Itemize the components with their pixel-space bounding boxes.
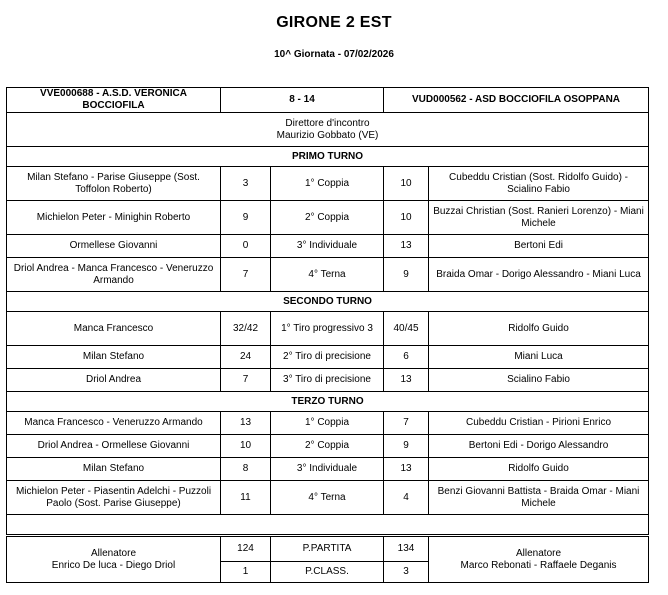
home-players: Driol Andrea - Manca Francesco - Veneruzzo Armando [7,258,221,292]
away-team: VUD000562 - ASD BOCCIOFILA OSOPPANA [384,88,649,113]
game-type: 2° Coppia [271,201,384,235]
away-players: Benzi Giovanni Battista - Braida Omar - Miani Michele [429,481,649,515]
director-row [7,113,649,147]
home-score: 10 [221,435,271,458]
match-header-row [7,88,649,113]
game-type: 2° Coppia [271,435,384,458]
home-points: 1 [221,562,271,583]
game-type: 2° Tiro di precisione [271,346,384,369]
away-score: 9 [384,435,429,458]
away-score: 9 [384,258,429,292]
away-score: 13 [384,235,429,258]
home-players: Driol Andrea [7,369,221,392]
points-label: P.PARTITA [271,537,384,562]
game-type: 1° Coppia [271,167,384,201]
home-players: Michielon Peter - Minighin Roberto [7,201,221,235]
game-row [7,346,649,369]
home-players: Milan Stefano [7,458,221,481]
home-coach-names: Enrico De luca - Diego Driol [51,559,176,571]
turn-title: TERZO TURNO [7,392,649,412]
home-score: 0 [221,235,271,258]
away-score: 13 [384,369,429,392]
turn-header [7,392,649,412]
away-coach-label: Allenatore [516,547,562,559]
home-score: 3 [221,167,271,201]
home-score: 9 [221,201,271,235]
home-score: 24 [221,346,271,369]
home-score: 11 [221,481,271,515]
page-subtitle: 10^ Giornata - 07/02/2026 [274,49,394,60]
turn-title: PRIMO TURNO [7,147,649,167]
away-score: 6 [384,346,429,369]
away-players: Miani Luca [429,346,649,369]
game-row [7,258,649,292]
home-coach-cell [7,537,221,583]
away-points: 134 [384,537,429,562]
director-label: Direttore d'incontro [285,117,370,129]
game-row [7,458,649,481]
game-row [7,201,649,235]
away-players: Cubeddu Cristian (Sost. Ridolfo Guido) - Scialino Fabio [429,167,649,201]
game-row [7,167,649,201]
home-score: 7 [221,258,271,292]
game-row [7,235,649,258]
home-players: Manca Francesco [7,312,221,346]
away-score: 40/45 [384,312,429,346]
home-score: 32/42 [221,312,271,346]
home-players: Michielon Peter - Piasentin Adelchi - Puzzoli Paolo (Sost. Parise Giuseppe) [7,481,221,515]
home-players: Driol Andrea - Ormellese Giovanni [7,435,221,458]
home-points: 124 [221,537,271,562]
summary-row [7,537,649,562]
game-row [7,412,649,435]
home-players: Ormellese Giovanni [7,235,221,258]
away-players: Ridolfo Guido [429,458,649,481]
home-score: 13 [221,412,271,435]
game-row [7,435,649,458]
game-type: 1° Coppia [271,412,384,435]
home-coach-label: Allenatore [90,547,137,559]
director-name: Maurizio Gobbato (VE) [276,129,379,141]
turn-header [7,147,649,167]
game-row [7,312,649,346]
game-type: 4° Terna [271,481,384,515]
page-title: GIRONE 2 EST [276,14,392,31]
home-players: Milan Stefano [7,346,221,369]
home-score: 7 [221,369,271,392]
away-score: 4 [384,481,429,515]
away-players: Bertoni Edi [429,235,649,258]
away-coach-cell [429,537,649,583]
home-players: Milan Stefano - Parise Giuseppe (Sost. Toffolon Roberto) [7,167,221,201]
results-table [6,87,649,583]
away-players: Scialino Fabio [429,369,649,392]
away-points: 3 [384,562,429,583]
match-score: 8 - 14 [221,88,384,113]
away-players: Ridolfo Guido [429,312,649,346]
away-score: 10 [384,167,429,201]
game-row [7,369,649,392]
away-score: 13 [384,458,429,481]
away-players: Bertoni Edi - Dorigo Alessandro [429,435,649,458]
away-score: 10 [384,201,429,235]
game-type: 3° Individuale [271,458,384,481]
home-team: VVE000688 - A.S.D. VERONICA BOCCIOFILA [7,88,221,113]
away-coach-names: Marco Rebonati - Raffaele Deganis [460,559,617,571]
blank-row [7,515,649,535]
away-players: Buzzai Christian (Sost. Ranieri Lorenzo) - Miani Michele [429,201,649,235]
away-score: 7 [384,412,429,435]
game-type: 4° Terna [271,258,384,292]
points-label: P.CLASS. [271,562,384,583]
turn-header [7,292,649,312]
home-players: Manca Francesco - Veneruzzo Armando [7,412,221,435]
away-players: Braida Omar - Dorigo Alessandro - Miani Luca [429,258,649,292]
home-score: 8 [221,458,271,481]
away-players: Cubeddu Cristian - Pirioni Enrico [429,412,649,435]
game-type: 1° Tiro progressivo 3 [271,312,384,346]
game-type: 3° Tiro di precisione [271,369,384,392]
turn-title: SECONDO TURNO [7,292,649,312]
game-row [7,481,649,515]
game-type: 3° Individuale [271,235,384,258]
